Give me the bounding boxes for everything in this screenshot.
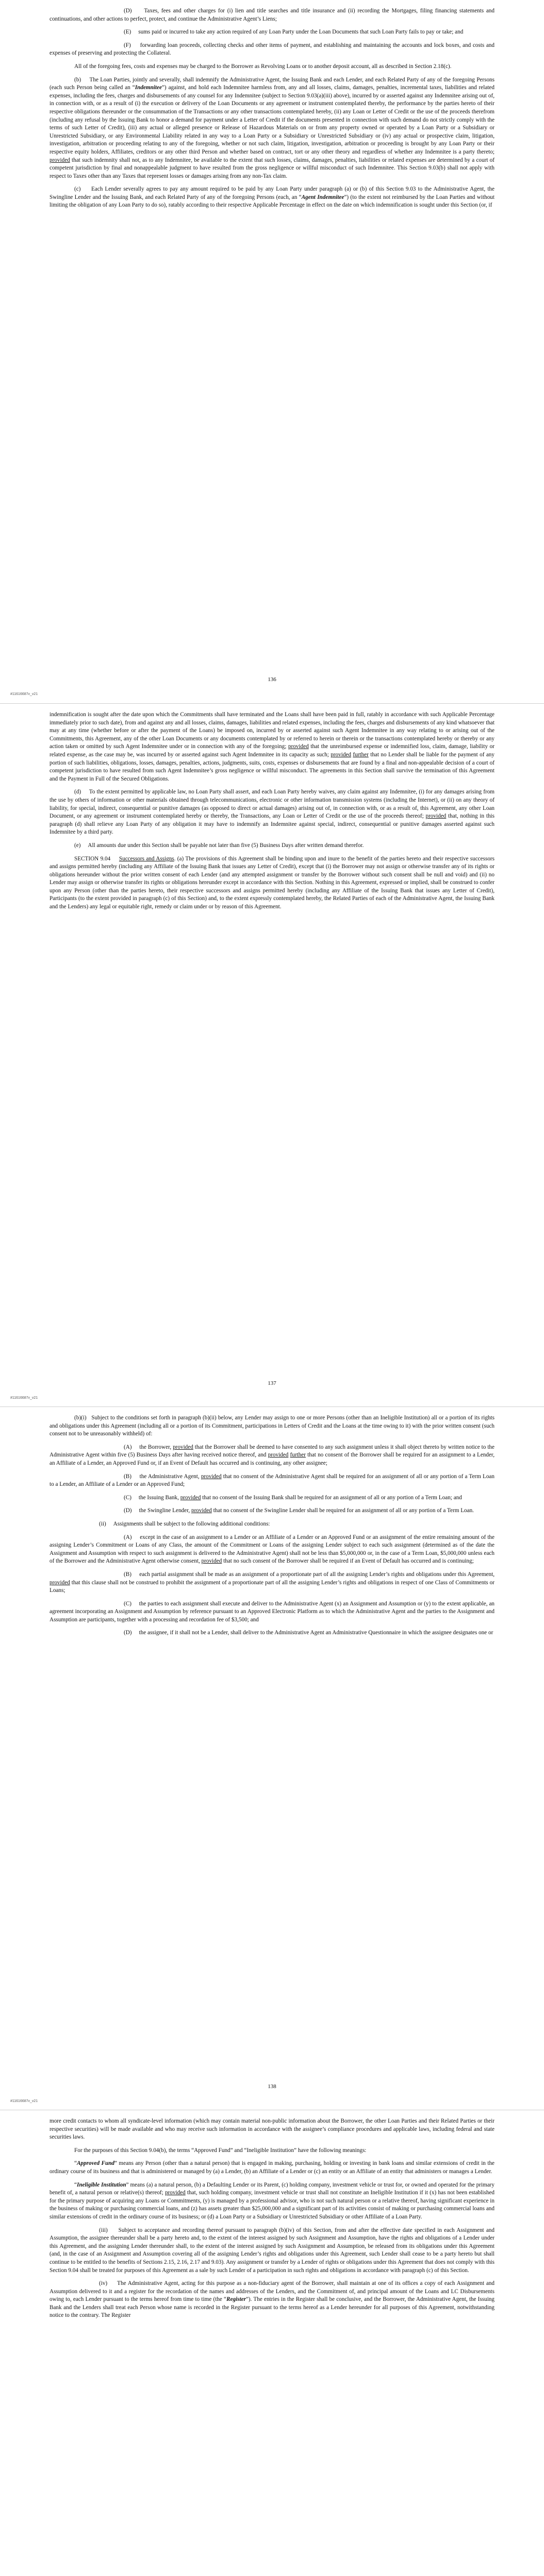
body-paragraph: (iii) Subject to acceptance and recording thereof pursuant to paragraph (b)(iv) of this Section, from and after the effective date specified in each Assignment and Assumption, the assignee thereunder shall be a party hereto and, to the extent of the interest assigned by such Assignment and Assumption, have the rights and obligations of a Lender under this Agreement, and the assigning Lender thereunder shall, to the extent of the interest assigned by such Assignment and Assumption, be released from its obligations under this Agreement (and, in the case of an Assignment and Assumption covering all of the assigning Lender’s rights and obligations under this Agreement, such Lender shall cease to be a party hereto but shall continue to be entitled to the benefits of Sections 2.15, 2.16, 2.17 and 9.03). Any assignment or transfer by a Lender of rights or obligations under this Agreement that does not comply with this Section 9.04 shall be treated for purposes of this Agreement as a sale by such Lender of a participation in such rights and obligations in accordance with paragraph (c) of this Section. [50,2227,494,2274]
body-paragraph: (A) except in the case of an assignment to a Lender or an Affiliate of a Lender or an Approved Fund or an assignment of the entire remaining amount of the assigning Lender’s Commitment or Loans of any Class, the amount of the Commitment or Loans of the assigning Lender subject to each such assignment (determined as of the date the Assignment and Assumption with respect to such assignment is delivered to the Administrative Agent) shall not be less than $5,000,000 or, in the case of a Term Loan, $5,000,000 unless each of the Borrower and the Administrative Agent otherwise consent, provided that no such consent of the Borrower shall be required if an Event of Default has occurred and is continuing; [50,1534,494,1565]
document-page [0,2110,544,2576]
body-paragraph: (ii) Assignments shall be subject to the following additional conditions: [99,1520,270,1527]
document-page [0,703,544,1406]
body-paragraph: (b) The Loan Parties, jointly and severally, shall indemnify the Administrative Agent, the Issuing Bank and each Lender, and each Related Party of any of the foregoing Persons (each such Person being called an “Indemnitee”) against, and hold each Indemnitee harmless from, any and all losses, claims, damages, penalties, incremental taxes, liabilities and related expenses, including the fees, charges and disbursements of any counsel for any Indemnitee (subject to Section 9.03(a)(iii) above), incurred by or asserted against any Indemnitee arising out of, in connection with, or as a result of (i) the execution or delivery of the Loan Documents or any agreement or instrument contemplated thereby, the performance by the parties hereto of their respective obligations thereunder or the consummation of the Transactions or any other transactions contemplated hereby, (ii) any Loan or Letter of Credit or the use of the proceeds therefrom (including any refusal by the Issuing Bank to honor a demand for payment under a Letter of Credit if the documents presented in connection with such demand do not strictly comply with the terms of such Letter of Credit), (iii) any actual or alleged presence or Release of Hazardous Materials on or from any property owned or operated by a Loan Party or a Subsidiary or Unrestricted Subsidiary, or any Environmental Liability related in any way to a Loan Party or a Subsidiary or Unrestricted Subsidiary or (iv) any actual or prospective claim, litigation, investigation, arbitration or proceeding relating to any of the foregoing, whether or not such claim, litigation, investigation, arbitration or proceeding is brought by any Loan Party or their respective equity holders, Affiliates, creditors or any other third Person and whether based on contract, tort or any other theory and regardless of whether any Indemnitee is a party thereto; provided that such indemnity shall not, as to any Indemnitee, be available to the extent that such losses, claims, damages, penalties, liabilities or related expenses are determined by a court of competent jurisdiction by final and nonappealable judgment to have resulted from the gross negligence or willful misconduct of such Indemnitee. This Section 9.03(b) shall not apply with respect to Taxes other than any Taxes that represent losses or damages arising from any non-Tax claim. [50,76,494,179]
page-number: 138 [268,2083,276,2090]
document-page [0,0,544,703]
body-paragraph: (e) All amounts due under this Section shall be payable not later than five (5) Business Days after written demand therefor. [74,842,364,849]
body-paragraph: SECTION 9.04 Successors and Assigns. (a) The provisions of this Agreement shall be binding upon and inure to the benefit of the parties hereto and their respective successors and assigns permitted hereby (including any Affiliate of the Issuing Bank that issues any Letter of Credit), except that (i) the Borrower may not assign or otherwise transfer any of its rights or obligations hereunder without the prior written consent of each Lender (and any attempted assignment or transfer by the Borrower without such consent shall be null and void) and (ii) no Lender may assign or otherwise transfer its rights or obligations hereunder except in accordance with this Section. Nothing in this Agreement, expressed or implied, shall be construed to confer upon any Person (other than the parties hereto, their respective successors and assigns permitted hereby (including any Affiliate of the Issuing Bank that issues any Letter of Credit), Participants (to the extent provided in paragraph (c) of this Section) and, to the extent expressly contemplated hereby, the Related Parties of each of the Administrative Agent, the Issuing Bank and the Lenders) any legal or equitable right, remedy or claim under or by reason of this Agreement. [50,855,494,910]
body-paragraph: indemnification is sought after the date upon which the Commitments shall have terminated and the Loans shall have been paid in full, ratably in accordance with such Applicable Percentage immediately prior to such date), from and against any and all losses, claims, damages, liabilities and related expenses, including the fees, charges and disbursements of any kind whatsoever that may at any time (whether before or after the payment of the Loans) be imposed on, incurred by or asserted against such Agent Indemnitee in any way relating to or arising out of the Commitments, this Agreement, any of the other Loan Documents or any documents contemplated by or referred to herein or therein or the transactions contemplated hereby or thereby or any action taken or omitted by such Agent Indemnitee under or in connection with any of the foregoing; provided that the unreimbursed expense or indemnified loss, claim, damage, liability or related expense, as the case may be, was incurred by or asserted against such Agent Indemnitee in its capacity as such; provided further that no Lender shall be liable for the payment of any portion of such liabilities, obligations, losses, damages, penalties, actions, judgments, suits, costs, expenses or disbursements that are found by a final and non-appealable decision of a court of competent jurisdiction to have resulted from such Agent Indemnitee’s gross negligence or willful misconduct. The agreements in this Section shall survive the termination of this Agreement and the Payment in Full of the Secured Obligations. [50,711,494,782]
body-paragraph: (B) the Administrative Agent, provided that no consent of the Administrative Agent shall be required for an assignment of all or any portion of a Term Loan to a Lender, an Affiliate of a Lender or an Approved Fund; [50,1473,494,1488]
body-paragraph: (D) Taxes, fees and other charges for (i) lien and title searches and title insurance and (ii) recording the Mortgages, filing financing statements and continuations, and other actions to perfect, protect, and continue the Administrative Agent’s Liens; [50,8,494,22]
body-paragraph: (b)(i) Subject to the conditions set forth in paragraph (b)(ii) below, any Lender may assign to one or more Persons (other than an Ineligible Institution) all or a portion of its rights and obligations under this Agreement (including all or a portion of its Commitment, participations in Letters of Credit and the Loans at the time owing to it) with the prior written consent (such consent not to be unreasonably withheld) of: [50,1415,494,1437]
body-paragraph: “Ineligible Institution” means (a) a natural person, (b) a Defaulting Lender or its Parent, (c) holding company, investment vehicle or trust for, or owned and operated for the primary benefit of, a natural person or relative(s) thereof; provided that, such holding company, investment vehicle or trust shall not constitute an Ineligible Institution if it (x) has not been established for the primary purpose of acquiring any Loans or Commitments, (y) is managed by a professional advisor, who is not such natural person or a relative thereof, having significant experience in the business of making or purchasing commercial loans, and (z) has assets greater than $25,000,000 and a significant part of its activities consist of making or purchasing commercial loans and similar extensions of credit in the ordinary course of its business; or (d) a Loan Party or a Subsidiary or Unrestricted Subsidiary or other Affiliate of a Loan Party. [50,2181,494,2220]
body-paragraph: (C) the parties to each assignment shall execute and deliver to the Administrative Agent (x) an Assignment and Assumption or (y) to the extent applicable, an agreement incorporating an Assignment and Assumption by reference pursuant to an Approved Electronic Platform as to which the Administrative Agent and the parties to the Assignment and Assumption are participants, together with a processing and recordation fee of $3,500; and [50,1600,494,1623]
page-number: 137 [268,1380,276,1386]
document-id-footer: #11616687v_v21 [10,2099,38,2103]
body-paragraph: more credit contacts to whom all syndicate-level information (which may contain material non-public information about the Borrower, the other Loan Parties and their Related Parties or their respective securities) will be made available and who may receive such information in accordance with the assignee’s compliance procedures and applicable laws, including federal and state securities laws. [50,2118,494,2141]
body-paragraph: (B) each partial assignment shall be made as an assignment of a proportionate part of all the assigning Lender’s rights and obligations under this Agreement, provided that this clause shall not be construed to prohibit the assignment of a proportionate part of all the assigning Lender’s rights and obligations in respect of one Class of Commitments or Loans; [50,1571,494,1594]
document-id-footer: #11616687v_v21 [10,1396,38,1400]
body-paragraph: For the purposes of this Section 9.04(b), the terms “Approved Fund” and “Ineligible Institution” have the following meanings: [74,2147,367,2154]
document-page [0,1406,544,2110]
body-paragraph: All of the foregoing fees, costs and expenses may be charged to the Borrower as Revolving Loans or to another deposit account, all as described in Section 2.18(c). [74,63,452,70]
page-number: 136 [268,676,276,683]
body-paragraph: (C) the Issuing Bank, provided that no consent of the Issuing Bank shall be required for an assignment of all or any portion of a Term Loan; and [124,1494,462,1501]
body-paragraph: (c) Each Lender severally agrees to pay any amount required to be paid by any Loan Party under paragraph (a) or (b) of this Section 9.03 to the Administrative Agent, the Swingline Lender and the Issuing Bank, and each Related Party of any of the foregoing Persons (each, an “Agent Indemnitee”) (to the extent not reimbursed by the Loan Parties and without limiting the obligation of any Loan Party to do so), ratably according to their respective Applicable Percentage in effect on the date on which indemnification is sought under this Section (or, if [50,186,494,209]
body-paragraph: (F) forwarding loan proceeds, collecting checks and other items of payment, and establishing and maintaining the accounts and lock boxes, and costs and expenses of preserving and protecting the Collateral. [50,42,494,57]
body-paragraph: (A) the Borrower, provided that the Borrower shall be deemed to have consented to any such assignment unless it shall object thereto by written notice to the Administrative Agent within five (5) Business Days after having received notice thereof, and provided further that no consent of the Borrower shall be required for an assignment to a Lender, an Affiliate of a Lender, an Approved Fund or, if an Event of Default has occurred and is continuing, any other assignee; [50,1444,495,1466]
body-paragraph: (D) the Swingline Lender, provided that no consent of the Swingline Lender shall be required for an assignment of all or any portion of a Term Loan. [124,1507,474,1514]
document-id-footer: #11616687v_v21 [10,692,38,696]
body-paragraph: (D) the assignee, if it shall not be a Lender, shall deliver to the Administrative Agent an Administrative Questionnaire in which the assignee designates one or [124,1630,493,1636]
body-paragraph: (iv) The Administrative Agent, acting for this purpose as a non-fiduciary agent of the Borrower, shall maintain at one of its offices a copy of each Assignment and Assumption delivered to it and a register for the recordation of the names and addresses of the Lenders, and the Commitment of, and principal amount of the Loans and LC Disbursements owing to, each Lender pursuant to the terms hereof from time to time (the “Register”). The entries in the Register shall be conclusive, and the Borrower, the Administrative Agent, the Issuing Bank and the Lenders shall treat each Person whose name is recorded in the Register pursuant to the terms hereof as a Lender hereunder for all purposes of this Agreement, notwithstanding notice to the contrary. The Register [50,2280,494,2319]
body-paragraph: (d) To the extent permitted by applicable law, no Loan Party shall assert, and each Loan Party hereby waives, any claim against any Indemnitee, (i) for any damages arising from the use by others of information or other materials obtained through telecommunications, electronic or other information transmission systems (including the Internet), or (ii) on any theory of liability, for special, indirect, consequential or punitive damages (as opposed to direct or actual damages) arising out of, in connection with, or as a result of, this Agreement, any other Loan Document, or any agreement or instrument contemplated hereby or thereby, the Transactions, any Loan or Letter of Credit or the use of the proceeds thereof; provided that, nothing in this paragraph (d) shall relieve any Loan Party of any obligation it may have to indemnify an Indemnitee against special, indirect, consequential or punitive damages asserted against such Indemnitee by a third party. [50,789,494,836]
body-paragraph: “Approved Fund” means any Person (other than a natural person) that is engaged in making, purchasing, holding or investing in bank loans and similar extensions of credit in the ordinary course of its business and that is administered or managed by (a) a Lender, (b) an Affiliate of a Lender or (c) an entity or an Affiliate of an entity that administers or manages a Lender. [50,2160,494,2175]
body-paragraph: (E) sums paid or incurred to take any action required of any Loan Party under the Loan Documents that such Loan Party fails to pay or take; and [124,29,464,36]
